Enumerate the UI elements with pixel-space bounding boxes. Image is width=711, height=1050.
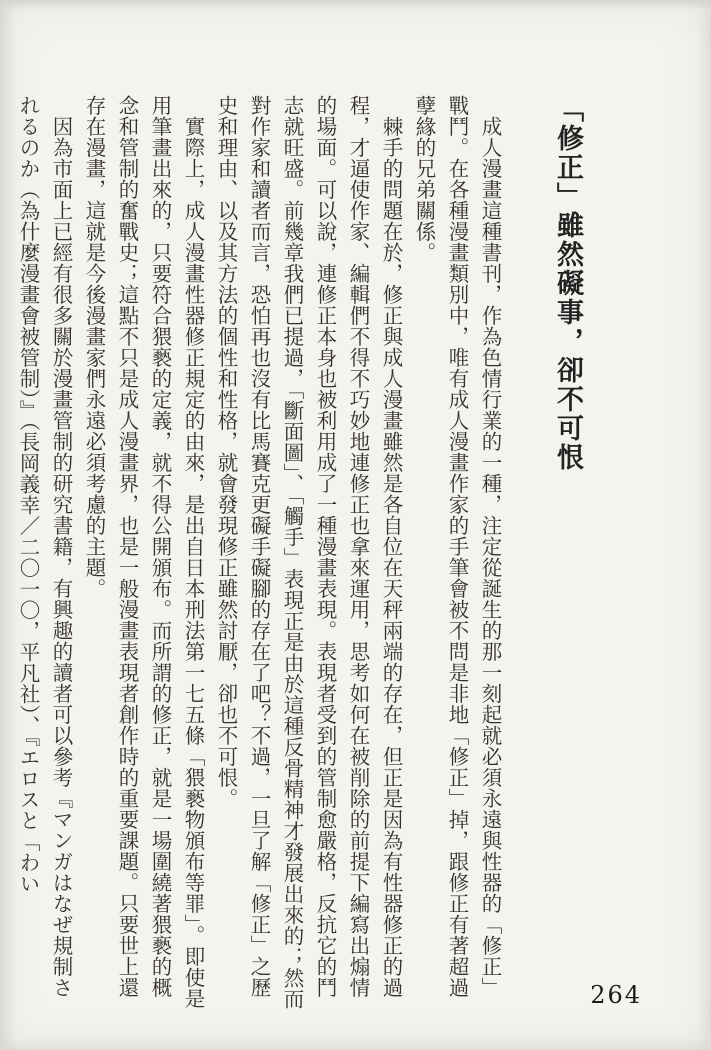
chapter-title: 「修正」雖然礙事，卻不可恨 <box>552 95 583 472</box>
body-paragraph: 實際上，成人漫畫性器修正規定的由來，是出自日本刑法第一七五條「猥褻物頒布等罪」。即使是用筆畫出來的，只要符合猥褻的定義，就不得公開頒布。而所謂的修正，就是一場圍繞著猥褻的概念和管制的奮戰史；這點不只是成人漫畫界，也是一般漫畫表現者創作時的重要課題。只要世上還存在漫畫，這就是今後漫畫家們永遠必須考慮的主題。 <box>82 95 205 1009</box>
text-block <box>11 95 623 1010</box>
body-paragraph: 棘手的問題在於，修正與成人漫畫雖然是各自位在天秤兩端的存在，但正是因為有性器修正的過程，才逼使作家、編輯們不得不巧妙地連修正也拿來運用，思考如何在被削除的前提下編寫出煽情的場面。可以說，連修正本身也被利用成了一種漫畫表現。表現者受到的管制愈嚴格，反抗它的鬥志就旺盛。前幾章我們已提過，「斷面圖」、「觸手」表現正是由於這種反骨精神才發展出來的；然而對作家和讀者而言，恐怕再也沒有比馬賽克更礙手礙腳的存在了吧？不過，一旦了解「修正」之歷史和理由、以及其方法的個性和性格，就會發現修正雖然討厭，卻也不可恨。 <box>214 95 403 1010</box>
body-text <box>11 95 506 1010</box>
body-paragraph: 成人漫畫這種書刊，作為色情行業的一種，注定從誕生的那一刻起就必須永遠與性器的「修正」戰鬥。在各種漫畫類別中，唯有成人漫畫作家的手筆會被不問是非地「修正」掉，跟修正有著超過孽緣的兄弟關係。 <box>412 95 502 998</box>
page-number: 264 <box>590 981 642 1009</box>
body-paragraph: 因為市面上已經有很多關於漫畫管制的研究書籍，有興趣的讀者可以參考『マンガはなぜ規制されるのか（為什麼漫畫會被管制）』（長岡義幸／二〇一〇，平凡社）、『エロスと「わい <box>16 95 73 998</box>
